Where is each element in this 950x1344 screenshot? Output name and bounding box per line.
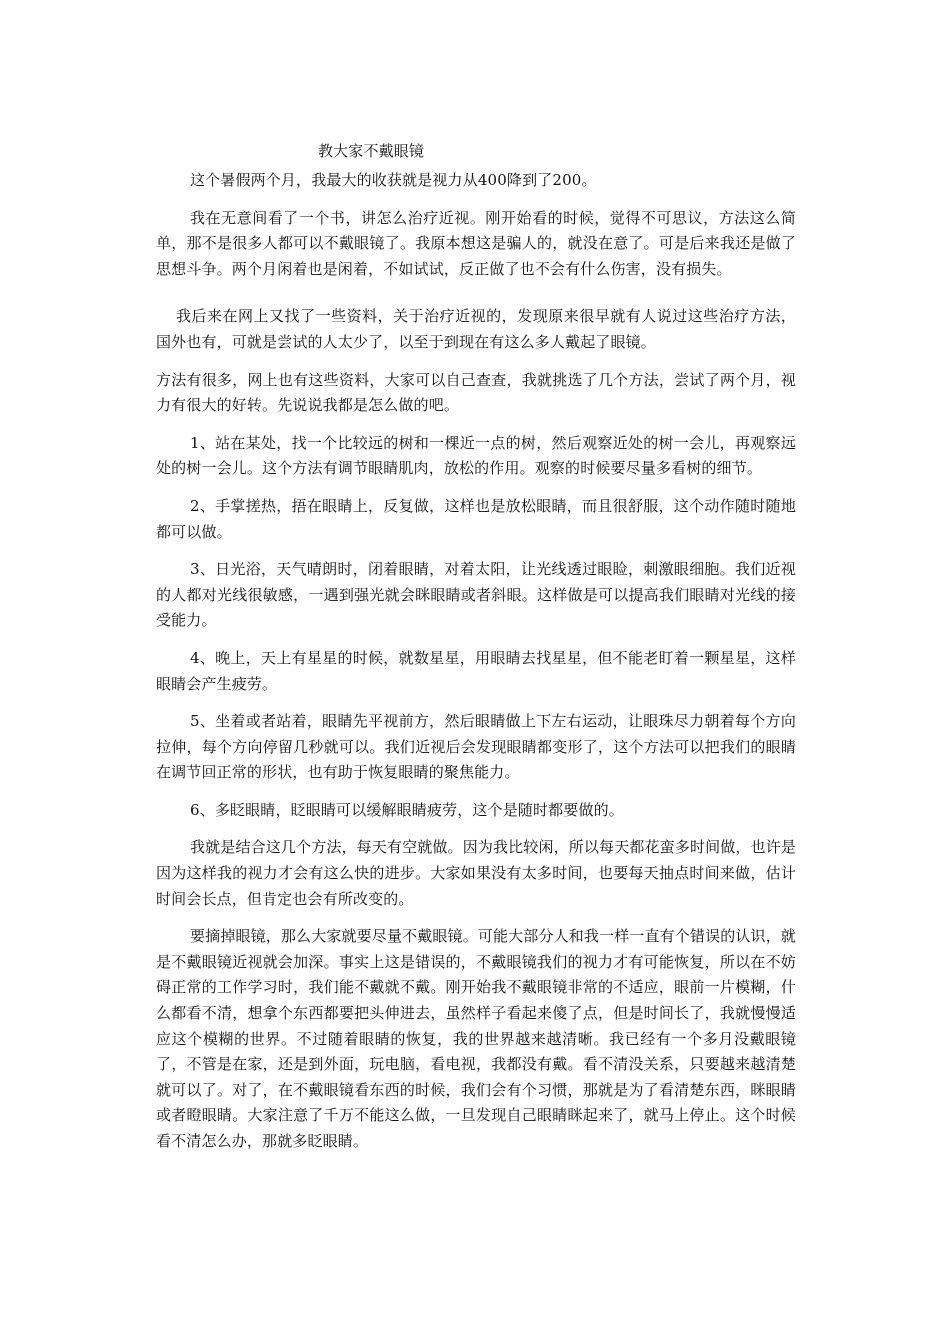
paragraph-method-2: 2、手掌搓热，捂在眼睛上，反复做，这样也是放松眼睛，而且很舒服，这个动作随时随地都可以做。	[156, 496, 796, 541]
paragraph-method-4: 4、晚上，天上有星星的时候，就数星星，用眼睛去找星星，但不能老盯着一颗星星，这样眼睛会产生疲劳。	[156, 648, 796, 693]
paragraph-method-5: 5、坐着或者站着，眼睛先平视前方，然后眼睛做上下左右运动，让眼珠尽力朝着每个方向拉伸，每个方向停留几秒就可以。我们近视后会发现眼睛都变形了，这个方法可以把我们的眼睛在调节回正常的形状，也有助于恢复眼睛的聚焦能力。	[156, 712, 796, 782]
paragraph-methods-intro: 方法有很多，网上也有这些资料，大家可以自己查查，我就挑选了几个方法，尝试了两个月，视力有很大的好转。先说说我都是怎么做的吧。	[156, 370, 796, 415]
paragraph-discovery: 我在无意间看了一个书，讲怎么治疗近视。刚开始看的时候，觉得不可思议，方法这么简单，那不是很多人都可以不戴眼镜了。我原本想这是骗人的，就没在意了。可是后来我还是做了思想斗争。两个月闲着也是闲着，不如试试，反正做了也不会有什么伤害，没有损失。	[156, 208, 796, 278]
paragraph-method-6: 6、多眨眼睛，眨眼睛可以缓解眼睛疲劳，这个是随时都要做的。	[190, 800, 624, 819]
paragraph-intro: 这个暑假两个月，我最大的收获就是视力从400降到了200。	[190, 171, 597, 189]
paragraph-research: 我后来在网上又找了一些资料，关于治疗近视的，发现原来很早就有人说过这些治疗方法，国外也有，可就是尝试的人太少了，以至于到现在有这么多人戴起了眼镜。	[156, 307, 796, 351]
paragraph-method-3: 3、日光浴，天气晴朗时，闭着眼睛，对着太阳，让光线透过眼睑，刺激眼细胞。我们近视的人都对光线很敏感，一遇到强光就会眯眼睛或者斜眼。这样做是可以提高我们眼睛对光线的接受能力。	[156, 560, 796, 630]
paragraph-routine: 我就是结合这几个方法，每天有空就做。因为我比较闲，所以每天都花蛮多时间做，也许是因为这样我的视力才会有这么快的进步。大家如果没有太多时间，也要每天抽点时间来做，估计时间会长点，但肯定也会有所改变的。	[156, 838, 797, 908]
page-title: 教大家不戴眼镜	[318, 142, 425, 160]
paragraph-no-glasses: 要摘掉眼镜，那么大家就要尽量不戴眼镜。可能大部分人和我一样一直有个错误的认识，就是不戴眼镜近视就会加深。事实上这是错误的，不戴眼镜我们的视力才有可能恢复，所以在不妨碍正常的工作学习时，我们能不戴就不戴。刚开始我不戴眼镜非常的不适应，眼前一片模糊，什么都看不清，想拿个东西都要把头伸进去，虽然样子看起来傻了点，但是时间长了，我就慢慢适应这个模糊的世界。不过随着眼睛的恢复，我的世界越来越清晰。我已经有一个多月没戴眼镜了，不管是在家，还是到外面，玩电脑，看电视，我都没有戴。看不清没关系，只要越来越清楚就可以了。对了，在不戴眼镜看东西的时候，我们会有个习惯，那就是为了看清楚东西，眯眼睛或者瞪眼睛。大家注意了千万不能这么做，一旦发现自己眼睛眯起来了，就马上停止。这个时候看不清怎么办，那就多眨眼睛。	[156, 927, 797, 1150]
paragraph-method-1: 1、站在某处，找一个比较远的树和一棵近一点的树，然后观察近处的树一会儿，再观察远处的树一会儿。这个方法有调节眼睛肌肉，放松的作用。观察的时候要尽量多看树的细节。	[156, 433, 796, 478]
document-body	[156, 134, 796, 1167]
